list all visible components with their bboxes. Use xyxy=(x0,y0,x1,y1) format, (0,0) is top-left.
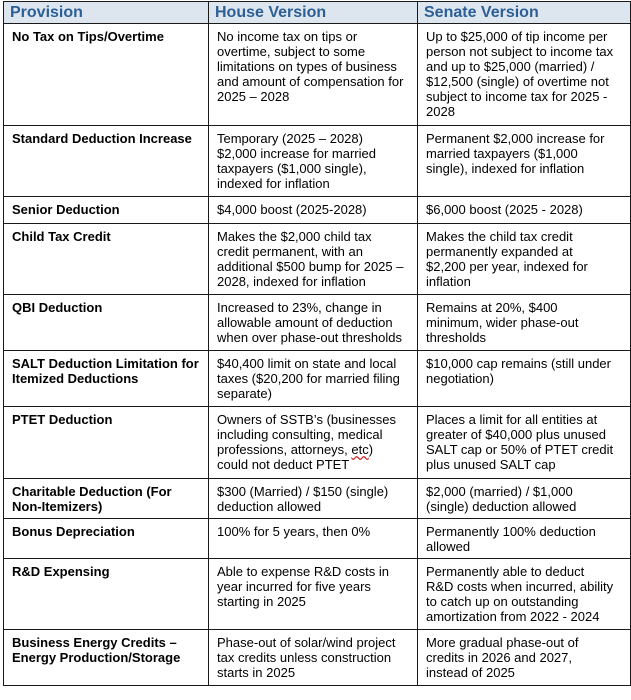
provision-cell: Child Tax Credit xyxy=(4,224,209,295)
provision-cell: Charitable Deduction (For Non-Itemizers) xyxy=(4,479,209,519)
senate-cell: Permanent $2,000 increase for married taxpayers ($1,000 single), indexed for inflation xyxy=(418,126,631,197)
senate-cell: Up to $25,000 of tip income per person not subject to income tax and up to $25,000 (married) / $12,500 (single) of overtime not subject to income tax for 2025 - 2028 xyxy=(418,24,631,126)
house-cell: $4,000 boost (2025-2028) xyxy=(209,197,418,224)
provision-cell: Senior Deduction xyxy=(4,197,209,224)
house-text-part: ) could not deduct PTET xyxy=(217,442,374,472)
table-row xyxy=(4,479,631,519)
header-row xyxy=(4,2,631,24)
senate-cell: More gradual phase-out of credits in 2026 and 2027, instead of 2025 xyxy=(418,630,631,686)
house-cell: Makes the $2,000 child tax credit permanent, with an additional $500 bump for 2025 – 2028, indexed for inflation xyxy=(209,224,418,295)
senate-cell: $6,000 boost (2025 - 2028) xyxy=(418,197,631,224)
spellcheck-mark: etc xyxy=(351,442,369,457)
table-row xyxy=(4,126,631,197)
provision-cell: Business Energy Credits – Energy Production/Storage xyxy=(4,630,209,686)
house-cell xyxy=(209,407,418,479)
house-cell: $40,400 limit on state and local taxes ($20,200 for married filing separate) xyxy=(209,351,418,407)
provision-cell: R&D Expensing xyxy=(4,559,209,630)
senate-cell: $2,000 (married) / $1,000 (single) deduction allowed xyxy=(418,479,631,519)
house-cell: Increased to 23%, change in allowable amount of deduction when over phase-out thresholds xyxy=(209,295,418,351)
provision-cell: No Tax on Tips/Overtime xyxy=(4,24,209,126)
header-senate: Senate Version xyxy=(418,2,631,24)
header-provision: Provision xyxy=(4,2,209,24)
table-row xyxy=(4,559,631,630)
provision-cell: QBI Deduction xyxy=(4,295,209,351)
table-row xyxy=(4,295,631,351)
provision-cell: Bonus Depreciation xyxy=(4,519,209,559)
senate-cell: Places a limit for all entities at greater of $40,000 plus unused SALT cap or 50% of PTET credit plus unused SALT cap xyxy=(418,407,631,479)
provisions-table xyxy=(3,1,631,686)
house-cell: $300 (Married) / $150 (single) deduction allowed xyxy=(209,479,418,519)
house-cell: Temporary (2025 – 2028) $2,000 increase for married taxpayers ($1,000 single), indexed for inflation xyxy=(209,126,418,197)
table-row xyxy=(4,351,631,407)
provision-cell: PTET Deduction xyxy=(4,407,209,479)
senate-cell: Remains at 20%, $400 minimum, wider phase-out thresholds xyxy=(418,295,631,351)
table-row xyxy=(4,224,631,295)
table-row xyxy=(4,407,631,479)
table-row xyxy=(4,630,631,686)
senate-cell: Makes the child tax credit permanently expanded at $2,200 per year, indexed for inflation xyxy=(418,224,631,295)
house-cell: Phase-out of solar/wind project tax credits unless construction starts in 2025 xyxy=(209,630,418,686)
senate-cell: Permanently 100% deduction allowed xyxy=(418,519,631,559)
table-row xyxy=(4,519,631,559)
header-house: House Version xyxy=(209,2,418,24)
senate-cell: $10,000 cap remains (still under negotiation) xyxy=(418,351,631,407)
table-row xyxy=(4,197,631,224)
house-cell: No income tax on tips or overtime, subject to some limitations on types of business and amount of compensation for 2025 – 2028 xyxy=(209,24,418,126)
provision-cell: SALT Deduction Limitation for Itemized Deductions xyxy=(4,351,209,407)
table-row xyxy=(4,24,631,126)
house-cell: Able to expense R&D costs in year incurred for five years starting in 2025 xyxy=(209,559,418,630)
senate-cell: Permanently able to deduct R&D costs when incurred, ability to catch up on outstanding amortization from 2022 - 2024 xyxy=(418,559,631,630)
house-cell: 100% for 5 years, then 0% xyxy=(209,519,418,559)
house-text-part: Owners of SSTB’s (businesses including consulting, medical professions, attorneys, xyxy=(217,412,396,457)
provision-cell: Standard Deduction Increase xyxy=(4,126,209,197)
